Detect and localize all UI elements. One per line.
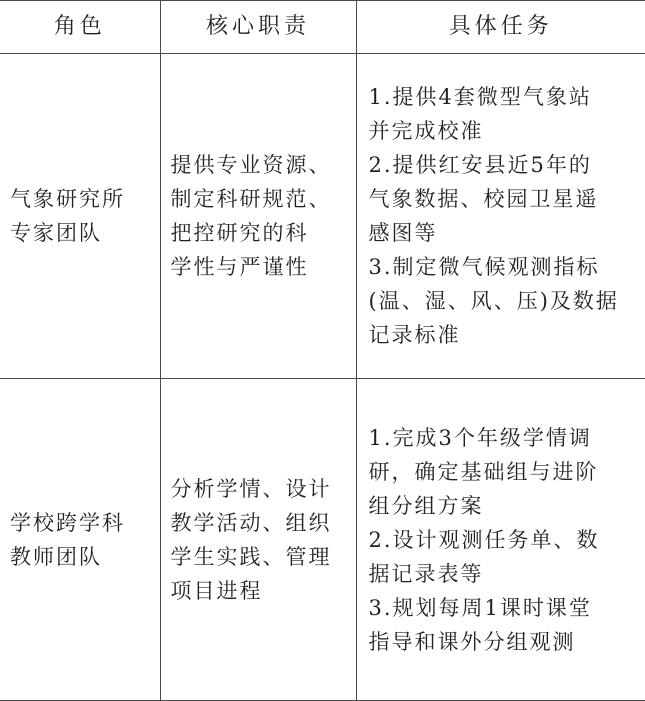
task-text-line: 组分组方案 bbox=[368, 493, 484, 518]
task-text-line: (温、湿、风、压)及数据 bbox=[368, 289, 619, 313]
role-text-line: 气象研究所 bbox=[10, 187, 125, 211]
task-text-line: 2.提供红安县近5年的 bbox=[368, 153, 592, 177]
duty-text-line: 项目进程 bbox=[170, 578, 263, 603]
table-header-row bbox=[0, 1, 645, 54]
role-cell bbox=[0, 379, 160, 701]
role-cell bbox=[0, 54, 160, 379]
task-text-line: 2.设计观测任务单、数 bbox=[368, 527, 600, 552]
task-text-line: 1.完成3个年级学情调 bbox=[368, 425, 592, 450]
task-text-line: 指导和课外分组观测 bbox=[368, 629, 576, 654]
role-text-line: 专家团队 bbox=[10, 221, 102, 245]
duty-text-line: 把控研究的科 bbox=[170, 221, 309, 245]
task-text-line: 据记录表等 bbox=[368, 561, 484, 586]
duty-text-line: 学性与严谨性 bbox=[170, 255, 309, 279]
duty-text-line: 分析学情、设计 bbox=[170, 476, 332, 501]
task-text-line: 1.提供4套微型气象站 bbox=[368, 85, 592, 109]
tasks-cell bbox=[356, 54, 645, 379]
task-text-line: 3.制定微气候观测指标 bbox=[368, 255, 600, 279]
duty-cell bbox=[160, 379, 356, 701]
task-text-line: 气象数据、校园卫星遥 bbox=[368, 187, 599, 211]
duty-text-line: 提供专业资源、 bbox=[170, 153, 332, 177]
role-text-line: 教师团队 bbox=[10, 544, 102, 569]
header-specific-tasks: 具体任务 bbox=[356, 1, 645, 54]
tasks-cell bbox=[356, 379, 645, 701]
table-row bbox=[0, 54, 645, 379]
duty-text-line: 学生实践、管理 bbox=[170, 544, 332, 569]
duty-cell bbox=[160, 54, 356, 379]
task-text-line: 3.规划每周1课时课堂 bbox=[368, 595, 592, 620]
header-role: 角色 bbox=[0, 1, 160, 54]
role-text-line: 学校跨学科 bbox=[10, 510, 125, 535]
duty-text-line: 教学活动、组织 bbox=[170, 510, 332, 535]
task-text-line: 记录标准 bbox=[368, 323, 461, 347]
task-text-line: 并完成校准 bbox=[368, 119, 484, 143]
task-text-line: 研，确定基础组与进阶 bbox=[368, 459, 599, 484]
task-text-line: 感图等 bbox=[368, 221, 438, 245]
table-row bbox=[0, 379, 645, 701]
header-core-duty: 核心职责 bbox=[160, 1, 356, 54]
duty-text-line: 制定科研规范、 bbox=[170, 187, 332, 211]
